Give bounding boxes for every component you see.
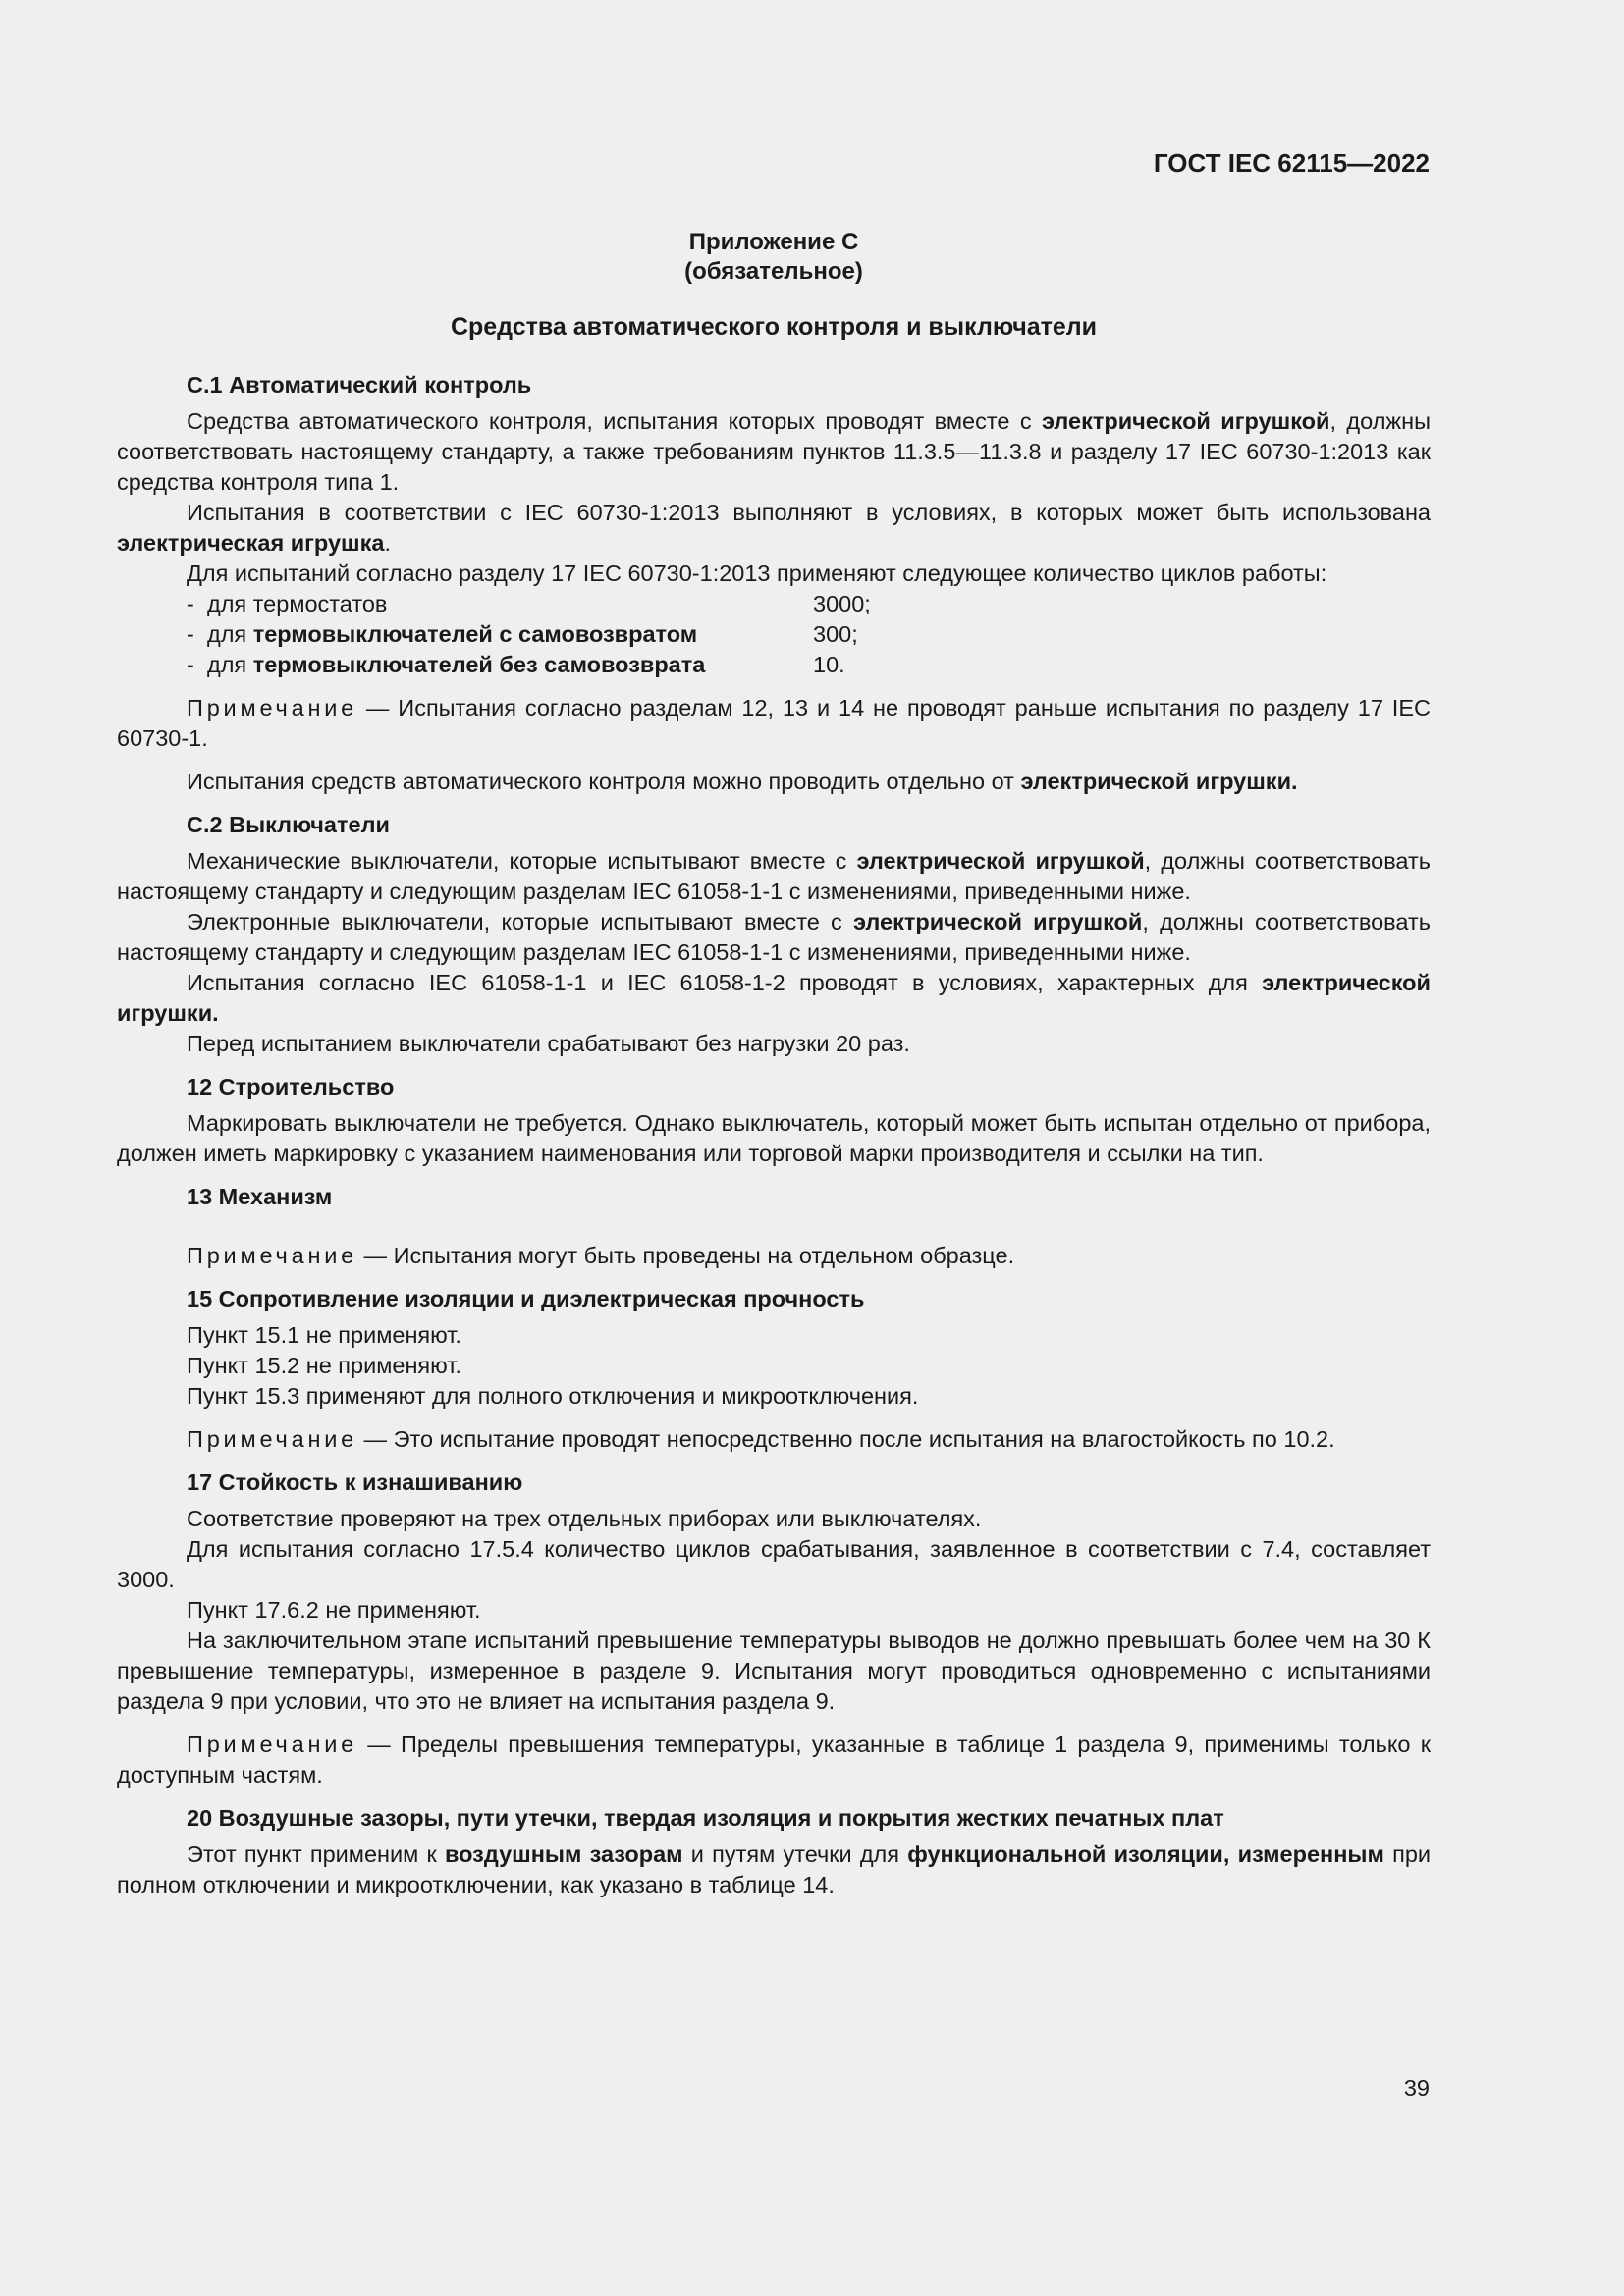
- c1-paragraph-1: Средства автоматического контроля, испытания которых проводят вместе с электрической игрушкой, должны соответствовать настоящему стандарту, а также требованиям пунктов 11.3.5—11.3.8 и разделу 17 IEC 60730-1:2013 как средства контроля типа 1.: [117, 408, 1431, 495]
- s20-paragraph-1: Этот пункт применим к воздушным зазорам и путям утечки для функциональной изоляции, измеренным при полном отключении и микроотключении, как указано в таблице 14.: [117, 1842, 1432, 1897]
- s15-note: Примечание — Это испытание проводят непосредственно после испытания на влагостойкость по 10.2.: [187, 1426, 1335, 1452]
- section-12-heading: 12 Строительство: [187, 1074, 395, 1099]
- section-17-heading: 17 Стойкость к изнашиванию: [187, 1469, 523, 1495]
- document-id-header: ГОСТ IEC 62115—2022: [1153, 148, 1430, 178]
- s17-paragraph-1: Соответствие проверяют на трех отдельных приборах или выключателях.: [187, 1506, 982, 1531]
- list-item-value: 10.: [813, 652, 845, 677]
- s15-line-3: Пункт 15.3 применяют для полного отключения и микроотключения.: [187, 1383, 919, 1409]
- appendix-status: (обязательное): [684, 258, 863, 285]
- list-item: - для термостатов 3000;: [117, 589, 1431, 619]
- list-item: - для термовыключателей без самовозврата 10.: [117, 650, 1431, 680]
- section-15-heading: 15 Сопротивление изоляции и диэлектрическая прочность: [187, 1286, 865, 1311]
- section-13-heading: 13 Механизм: [187, 1184, 333, 1209]
- cycle-count-list: [117, 589, 1431, 680]
- section-20-heading: 20 Воздушные зазоры, пути утечки, твердая изоляция и покрытия жестких печатных плат: [187, 1805, 1224, 1831]
- s13-note: Примечание — Испытания могут быть проведены на отдельном образце.: [187, 1243, 1015, 1268]
- s15-line-2: Пункт 15.2 не применяют.: [187, 1353, 461, 1378]
- appendix-title: Приложение С: [688, 229, 859, 255]
- s12-paragraph-1: Маркировать выключатели не требуется. Однако выключатель, который может быть испытан отдельно от прибора, должен иметь маркировку с указанием наименования или торговой марки производителя и ссылки на тип.: [117, 1110, 1431, 1166]
- s17-paragraph-3: Пункт 17.6.2 не применяют.: [187, 1597, 481, 1623]
- section-c1-heading: С.1 Автоматический контроль: [187, 372, 532, 398]
- s17-note: Примечание — Пределы превышения температуры, указанные в таблице 1 раздела 9, применимы только к доступным частям.: [117, 1732, 1431, 1788]
- list-item-value: 3000;: [813, 591, 871, 616]
- list-item: - для термовыключателей с самовозвратом 300;: [117, 619, 1431, 650]
- c2-paragraph-2: Электронные выключатели, которые испытывают вместе с электрической игрушкой, должны соответствовать настоящему стандарту и следующим разделам IEC 61058-1-1 с изменениями, приведенными ниже.: [117, 909, 1431, 965]
- c2-paragraph-1: Механические выключатели, которые испытывают вместе с электрической игрушкой, должны соответствовать настоящему стандарту и следующим разделам IEC 61058-1-1 с изменениями, приведенными ниже.: [117, 848, 1431, 904]
- c1-paragraph-3: Для испытаний согласно разделу 17 IEC 60730-1:2013 применяют следующее количество циклов работы:: [187, 561, 1327, 586]
- s15-line-1: Пункт 15.1 не применяют.: [187, 1322, 461, 1348]
- list-item-value: 300;: [813, 621, 858, 647]
- s17-paragraph-4: На заключительном этапе испытаний превышение температуры выводов не должно превышать более чем на 30 К превышение температуры, измеренное в разделе 9. Испытания могут проводиться одновременно с испытаниями раздела 9 при условии, что это не влияет на испытания раздела 9.: [117, 1628, 1431, 1714]
- c2-paragraph-4: Перед испытанием выключатели срабатывают без нагрузки 20 раз.: [187, 1031, 910, 1056]
- section-c2-heading: С.2 Выключатели: [187, 812, 390, 837]
- page-content: [117, 228, 1431, 1900]
- c1-paragraph-2: Испытания в соответствии с IEC 60730-1:2013 выполняют в условиях, в которых может быть использована электрическая игрушка.: [117, 500, 1431, 556]
- c1-note: Примечание — Испытания согласно разделам 12, 13 и 14 не проводят раньше испытания по разделу 17 IEC 60730-1.: [117, 695, 1431, 751]
- page-number: 39: [1403, 2075, 1430, 2101]
- s17-paragraph-2: Для испытания согласно 17.5.4 количество циклов срабатывания, заявленное в соответствии с 7.4, составляет 3000.: [117, 1536, 1431, 1592]
- appendix-main-title: Средства автоматического контроля и выключатели: [450, 313, 1098, 341]
- c1-paragraph-4: Испытания средств автоматического контроля можно проводить отдельно от электрической игрушки.: [187, 769, 1298, 794]
- c2-paragraph-3: Испытания согласно IEC 61058-1-1 и IEC 61058-1-2 проводят в условиях, характерных для электрической игрушки.: [117, 970, 1431, 1026]
